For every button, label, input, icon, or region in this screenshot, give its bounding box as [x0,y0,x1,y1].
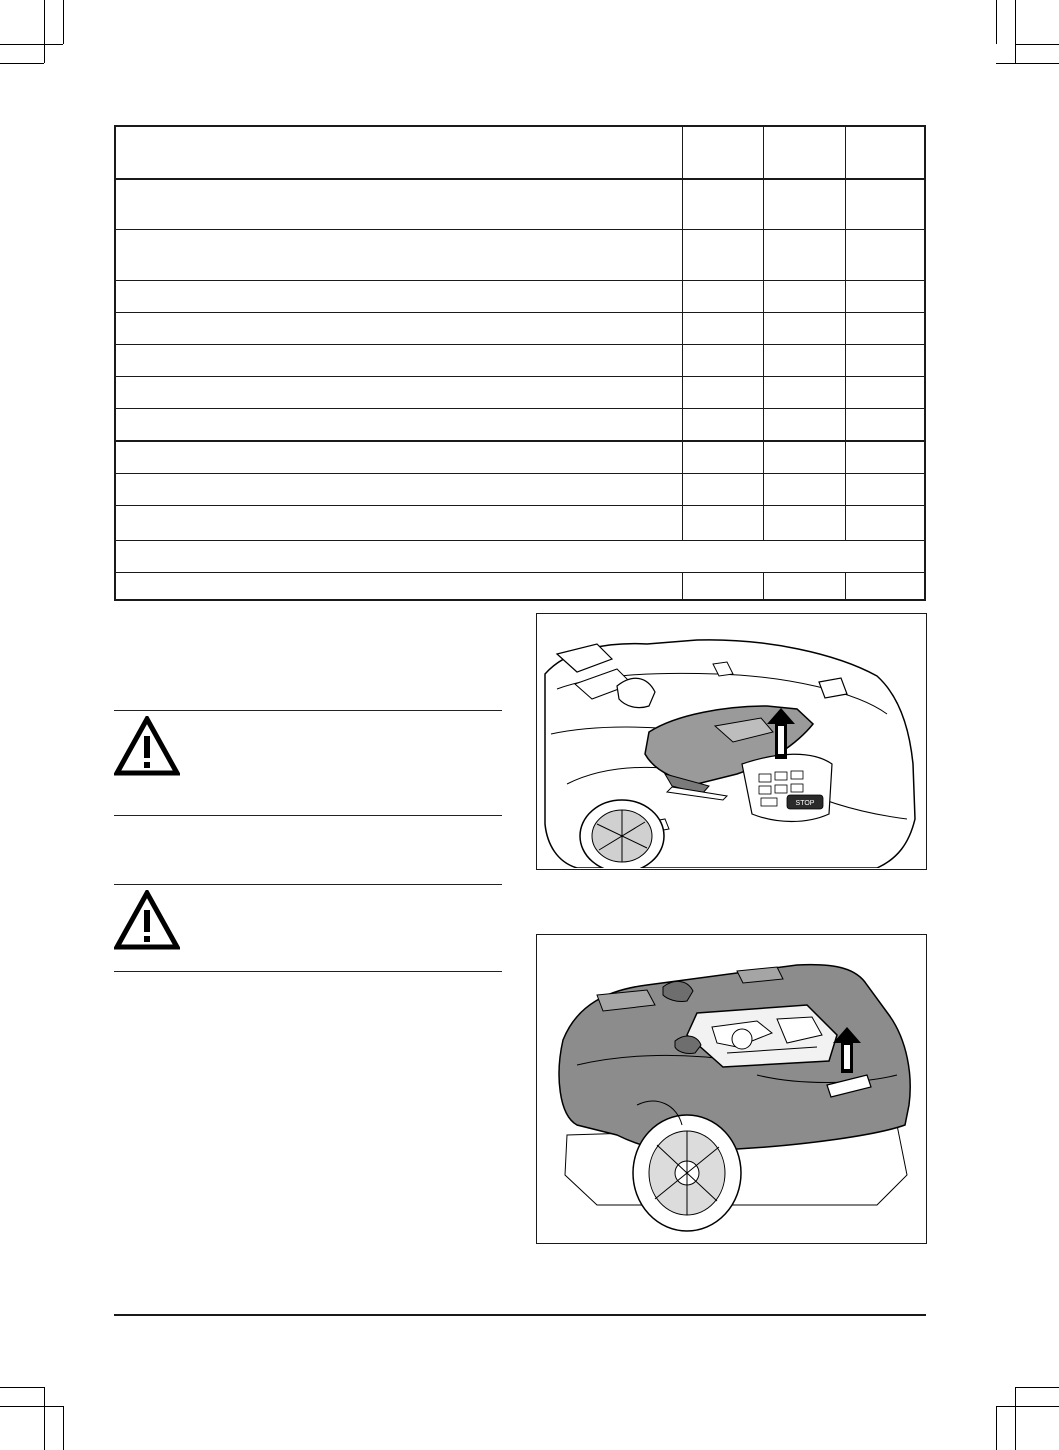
row-col-a [682,506,763,514]
row-description [116,474,682,482]
robotic-mower-hatch-open-illustration [537,614,925,868]
crop-mark-bottom-right-v [996,1406,997,1450]
row-col-c [845,377,925,385]
warning-block-2 [114,884,502,972]
table-row [116,572,924,602]
row-description [116,442,682,450]
table-row [116,312,924,345]
crop-mark-bottom-right-h2 [996,1406,1059,1407]
row-description [116,506,682,514]
warning-rule-bottom [114,815,502,816]
row-col-c [845,573,925,581]
table-row [116,344,924,377]
crop-mark-bottom-left-v [44,1387,45,1450]
header-col-a [682,127,763,135]
crop-mark-top-right-v2 [1015,0,1016,63]
crop-mark-bottom-right-h [1015,1387,1059,1388]
row-col-c [845,474,925,482]
crop-mark-top-right-h [1015,44,1059,45]
crop-mark-top-right-h2 [996,63,1059,64]
stop-button-label: STOP [795,800,815,807]
row-col-c [845,281,925,289]
row-col-c [845,313,925,321]
row-col-c [845,409,925,417]
row-col-b [763,573,845,581]
row-col-b [763,345,845,353]
row-col-b [763,442,845,450]
row-col-b [763,230,845,238]
row-col-c [845,345,925,353]
row-col-b [763,506,845,514]
row-col-a [682,474,763,482]
header-col-b [763,127,845,135]
table-header-row [116,127,924,178]
row-col-c [845,230,925,238]
crop-mark-bottom-left-h2 [0,1406,63,1407]
row-description [116,377,682,385]
row-description [116,313,682,321]
row-col-a [682,409,763,417]
row-col-a [682,313,763,321]
row-col-b [763,409,845,417]
row-col-c [845,180,925,188]
crop-mark-top-left-h [0,44,63,45]
row-col-a [682,377,763,385]
specification-table [114,125,926,601]
row-col-c [845,442,925,450]
table-section-row [116,540,924,573]
figure-body-lift [536,934,927,1244]
row-col-a [682,345,763,353]
header-col-c [845,127,925,135]
row-col-b [763,474,845,482]
warning-rule-top [114,710,502,711]
crop-mark-top-left-h2 [0,63,44,64]
crop-mark-top-left-v [44,0,45,63]
figure-hatch-open [536,613,927,870]
row-col-a [682,230,763,238]
row-col-b [763,313,845,321]
table-row [116,280,924,313]
row-description [116,409,682,417]
table-row [116,505,924,541]
crop-mark-top-left-v2 [63,0,64,44]
crop-mark-bottom-left-h [0,1387,44,1388]
row-col-b [763,281,845,289]
row-description [116,345,682,353]
table-row [116,229,924,281]
table-row [116,473,924,506]
row-description [116,281,682,289]
row-description [116,230,682,238]
warning-triangle-icon [114,890,180,955]
section-label [116,541,925,549]
crop-mark-top-right-v [996,0,997,44]
row-col-a [682,573,763,581]
warning-block-1 [114,710,502,816]
footer-rule [114,1314,926,1316]
crop-mark-bottom-right-v2 [1015,1387,1016,1450]
row-col-b [763,180,845,188]
header-description [116,127,682,135]
table-row [116,376,924,409]
robotic-mower-body-lift-illustration [537,935,925,1242]
row-description [116,180,682,188]
table-row [116,440,924,475]
row-col-a [682,281,763,289]
warning-rule-bottom [114,971,502,972]
table-row [116,408,924,441]
row-col-c [845,506,925,514]
warning-rule-top [114,884,502,885]
row-col-b [763,377,845,385]
row-col-a [682,442,763,450]
row-description [116,573,682,581]
crop-mark-bottom-left-v2 [63,1406,64,1450]
warning-triangle-icon [114,716,180,781]
row-col-a [682,180,763,188]
table-row [116,178,924,231]
